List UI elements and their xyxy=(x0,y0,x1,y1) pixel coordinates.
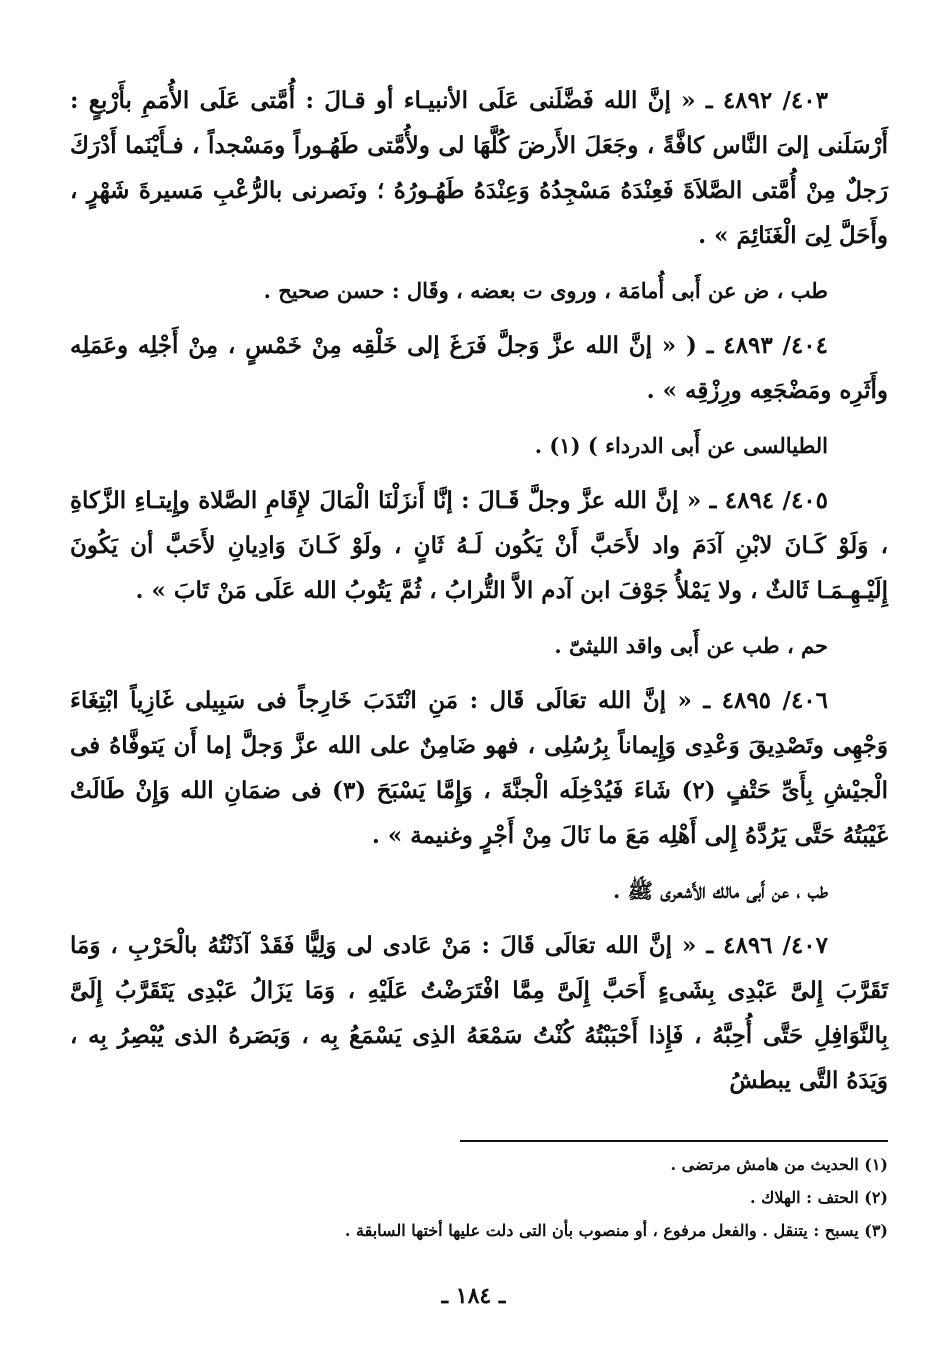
footnote-divider xyxy=(460,1140,888,1142)
hadith-405: ٤٠٥/ ٤٨٩٤ ـ « إنَّ الله عزَّ وجلَّ قَـالَ : إنَّا أَنزَلْنَا الْمَالَ لإِقَامِ الصَّلاة وإِيتـاءِ الزَّكاةِ ، وَلَوْ كَـانَ لابْنِ آدَمَ واد لأَحَبَّ أَنْ يَكُون لَـهُ ثَانٍ ، ولَوْ كَـانَ وَادِيانِ لأَحَبَّ أن يَكُونَ إِلَيْـهِـمَـا ثَالثٌ ، ولا يَمْلأُ جَوْفَ ابن آدم الاَّ التُّرابُ ، ثُمَّ يَتُوبُ الله عَلَى مَنْ تَابَ » . xyxy=(70,487,888,604)
footnote-3: (٣) يسبح : يتنقل . والفعل مرفوع ، أو منصوب بأن التى دلت عليها أختها السابقة . xyxy=(344,1221,888,1240)
source-405: حم ، طب عن أَبى واقد الليثىّ . xyxy=(554,633,828,658)
footnotes xyxy=(70,1148,888,1247)
page-body xyxy=(70,78,888,1113)
source-404: الطيالسى عن أَبى الدرداء ) (١) . xyxy=(534,433,828,458)
hadith-403: ٤٠٣/ ٤٨٩٢ ـ « إنَّ الله فَضَّلَنى عَلَى الأنبيـاء أو قـالَ : أُمَّتى عَلَى الأُمَمِ بأَرْبعٍ : أَرْسَلَنى إلىَ النَّاس كافَّةً ، وجَعَلَ الأَرضَ كُلَّهَا لى ولأُمَّتى طَهُـوراً ومَسْجداً ، فـأَيْنَما أَدْرَكَ رَجلٌ مِنْ أُمَّتى الصَّلاَةَ فَعِنْدَهُ مَسْجِدُهُ وَعِنْدَهُ طَهُـورُهُ ؛ ونَصرنى بالرُّعْبِ مَسيرةَ شَهْرٍ ، وأَحَلَّ لِىَ الْغَنَائِمَ » . xyxy=(70,87,888,249)
source-406: طب ، عن أَبى مالك الأَشعرى ﷺ . xyxy=(613,878,828,903)
footnote-1: (١) الحديث من هامش مرتضى . xyxy=(670,1155,888,1174)
hadith-407: ٤٠٧/ ٤٨٩٦ ـ « إنَّ الله تعَالَى قَالَ : مَنْ عَادى لى وَلِيًّا فَقَدْ آذَنْتُهُ بالْحَرْبِ ، وَمَا تَقَرَّبَ إِلىَّ عَبْدِى بِشَىءٍ أَحَبَّ إِلَىَّ مِمَّا افْتَرَضْتُ عَلَيْهِ ، وَمَا يَزَالُ عَبْدِى يَتَقَرَّبُ إِلَىَّ بِالنَّوَافِلِ حَتَّى أُحِبَّهُ ، فَإِذا أَحْبَبْتُهُ كُنْتُ سَمْعَهُ الذِى يَسْمَعُ بِه ، وَبَصَرهُ الذى يُبْصِرُ بِه ، وَيَدَهُ التَّى يبطشُ xyxy=(70,932,888,1094)
page-number: ـ ١٨٤ ـ xyxy=(441,1283,506,1309)
footnote-2: (٢) الحتف : الهلاك . xyxy=(750,1188,888,1207)
source-403: طب ، ض عن أَبى أُمامَة ، وروى ت بعضه ، وقَال : حسن صحيح . xyxy=(263,278,828,303)
hadith-404: ٤٠٤/ ٤٨٩٣ ـ ( « إنَّ الله عزَّ وَجلَّ فَرَغَ إلى خَلْقِه مِنْ خَمْسٍ ، مِنْ أَجْلِه وعَمَلِه وأَثَرِه ومَضْجَعِه ورِزْقِه » . xyxy=(70,332,888,404)
hadith-406: ٤٠٦/ ٤٨٩٥ ـ « إنَّ الله تعَالَى قَال : مَنِ انْتَدَبَ خَارِجاً فى سَبِيلى غَازِياً ابْتِغَاءَ وَجْهِى وتَصْدِيقَ وَعْدِى وَإِيماناً بِرُسُلِى ، فهو ضَامِنٌ على الله عزَّ وَجلَّ إما أَن يَتوفَّاهُ فى الْجيْشِ بِأَىِّ حَتْفٍ (٢) شَاءَ فَيُدْخِلَه الْجنَّةَ ، وَإِمَّا يَسْبَحَ (٣) فى ضمَانِ الله وَإِنْ طَالَتْ غَيْبَتُهُ حَتَّى يَرُدَّهُ إِلى أَهْلِه مَعَ ما نَالَ مِنْ أَجْرٍ وغنيمة » . xyxy=(70,687,888,849)
